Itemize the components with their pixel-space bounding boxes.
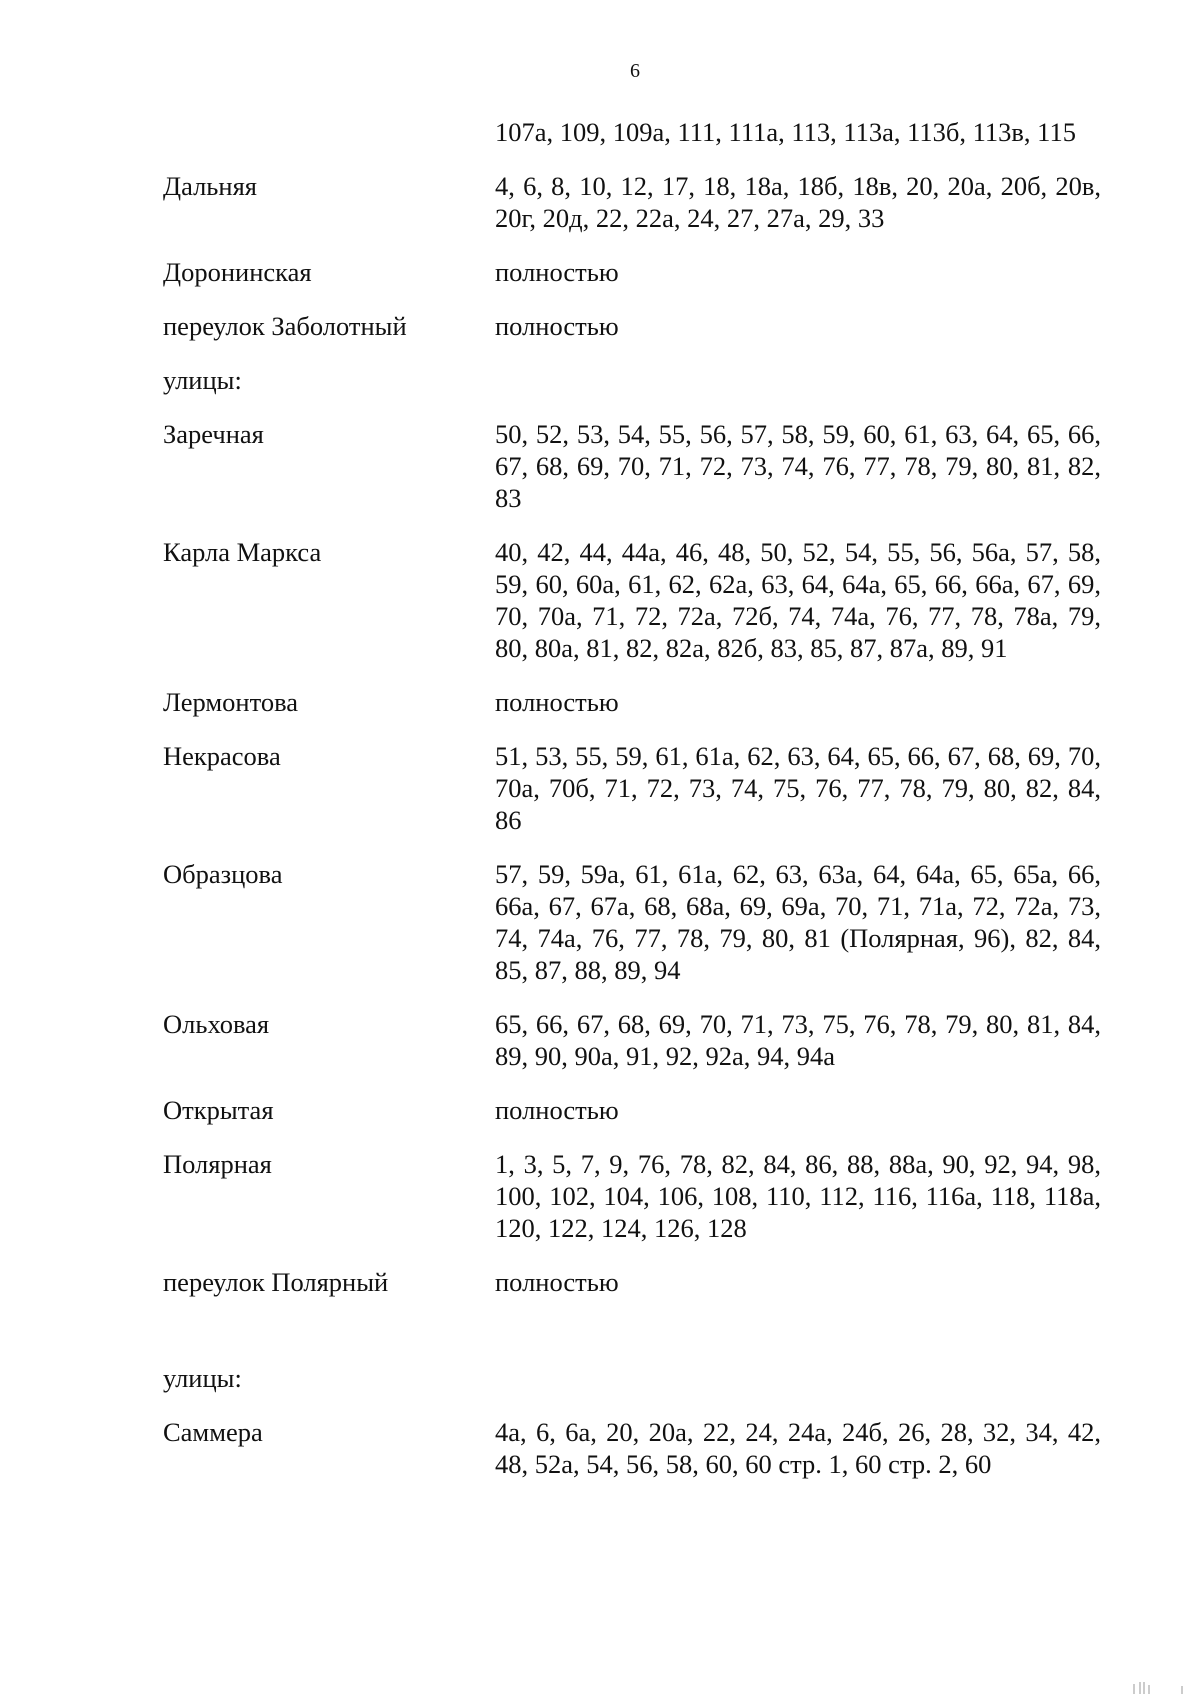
street-name: Открытая: [163, 1095, 274, 1125]
house-numbers: 107а, 109, 109а, 111, 111а, 113, 113а, 113б, 113в, 115: [495, 117, 1076, 147]
address-row: [163, 858, 1103, 986]
house-numbers: 4а, 6, 6а, 20, 20а, 22, 24, 24а, 24б, 26, 28, 32, 34, 42, 48, 52а, 54, 56, 58, 60, 60 стр. 1, 60 стр. 2, 60: [495, 1417, 1101, 1479]
house-numbers: полностью: [495, 1095, 619, 1125]
house-numbers: 50, 52, 53, 54, 55, 56, 57, 58, 59, 60, 61, 63, 64, 65, 66, 67, 68, 69, 70, 71, 72, 73, 74, 76, 77, 78, 79, 80, 81, 82, 83: [495, 419, 1101, 513]
house-numbers: полностью: [495, 311, 619, 341]
section-heading: [163, 364, 1103, 396]
house-numbers: полностью: [495, 257, 619, 287]
address-row: [163, 418, 1103, 514]
house-numbers: полностью: [495, 1267, 619, 1297]
house-numbers: 4, 6, 8, 10, 12, 17, 18, 18а, 18б, 18в, 20, 20а, 20б, 20в, 20г, 20д, 22, 22а, 24, 27, 27а, 29, 33: [495, 171, 1101, 233]
address-row: [163, 536, 1103, 664]
address-row: [163, 1148, 1103, 1244]
address-row: [163, 116, 1103, 148]
house-numbers: 40, 42, 44, 44а, 46, 48, 50, 52, 54, 55, 56, 56а, 57, 58, 59, 60, 60а, 61, 62, 62а, 63, 64, 64а, 65, 66, 66а, 67, 69, 70, 70а, 71, 72, 72а, 72б, 74, 74а, 76, 77, 78, 78а, 79, 80, 80а, 81, 82, 82а, 82б, 83, 85, 87, 87а, 89, 91: [495, 537, 1101, 663]
address-row: [163, 256, 1103, 288]
scan-artifact-marks: [1130, 1682, 1190, 1694]
street-name: Некрасова: [163, 741, 281, 771]
street-name: Заречная: [163, 419, 264, 449]
section-label: улицы:: [163, 365, 242, 395]
house-numbers: 51, 53, 55, 59, 61, 61а, 62, 63, 64, 65, 66, 67, 68, 69, 70, 70а, 70б, 71, 72, 73, 74, 75, 76, 77, 78, 79, 80, 82, 84, 86: [495, 741, 1101, 835]
section-label: улицы:: [163, 1363, 242, 1393]
street-name: Карла Маркса: [163, 537, 322, 567]
street-name: Дальняя: [163, 171, 257, 201]
section-heading: [163, 1362, 1103, 1394]
address-list: [163, 116, 1103, 1480]
street-name: Ольховая: [163, 1009, 270, 1039]
street-name: Доронинская: [163, 257, 312, 287]
address-row: [163, 1094, 1103, 1126]
address-row: [163, 740, 1103, 836]
address-row: [163, 310, 1103, 342]
street-name: переулок Заболотный: [163, 311, 407, 341]
street-name: Полярная: [163, 1149, 272, 1179]
house-numbers: 57, 59, 59а, 61, 61а, 62, 63, 63а, 64, 64а, 65, 65а, 66, 66а, 67, 67а, 68, 68а, 69, 69а, 70, 71, 71а, 72, 72а, 73, 74, 74а, 76, 77, 78, 79, 80, 81 (Полярная, 96), 82, 84, 85, 87, 88, 89, 94: [495, 859, 1101, 985]
house-numbers: 65, 66, 67, 68, 69, 70, 71, 73, 75, 76, 78, 79, 80, 81, 84, 89, 90, 90а, 91, 92, 92а, 94, 94а: [495, 1009, 1101, 1071]
street-name: Лермонтова: [163, 687, 299, 717]
house-numbers: 1, 3, 5, 7, 9, 76, 78, 82, 84, 86, 88, 88а, 90, 92, 94, 98, 100, 102, 104, 106, 108, 110, 112, 116, 116а, 118, 118а, 120, 122, 124, 126, 128: [495, 1149, 1101, 1243]
address-row: [163, 686, 1103, 718]
street-name: Образцова: [163, 859, 283, 889]
street-name: Саммера: [163, 1417, 263, 1447]
address-row: [163, 1266, 1103, 1298]
address-row: [163, 1008, 1103, 1072]
house-numbers: полностью: [495, 687, 619, 717]
page-number: 6: [630, 60, 640, 82]
street-name: переулок Полярный: [163, 1267, 389, 1297]
address-row: [163, 1416, 1103, 1480]
address-row: [163, 170, 1103, 234]
